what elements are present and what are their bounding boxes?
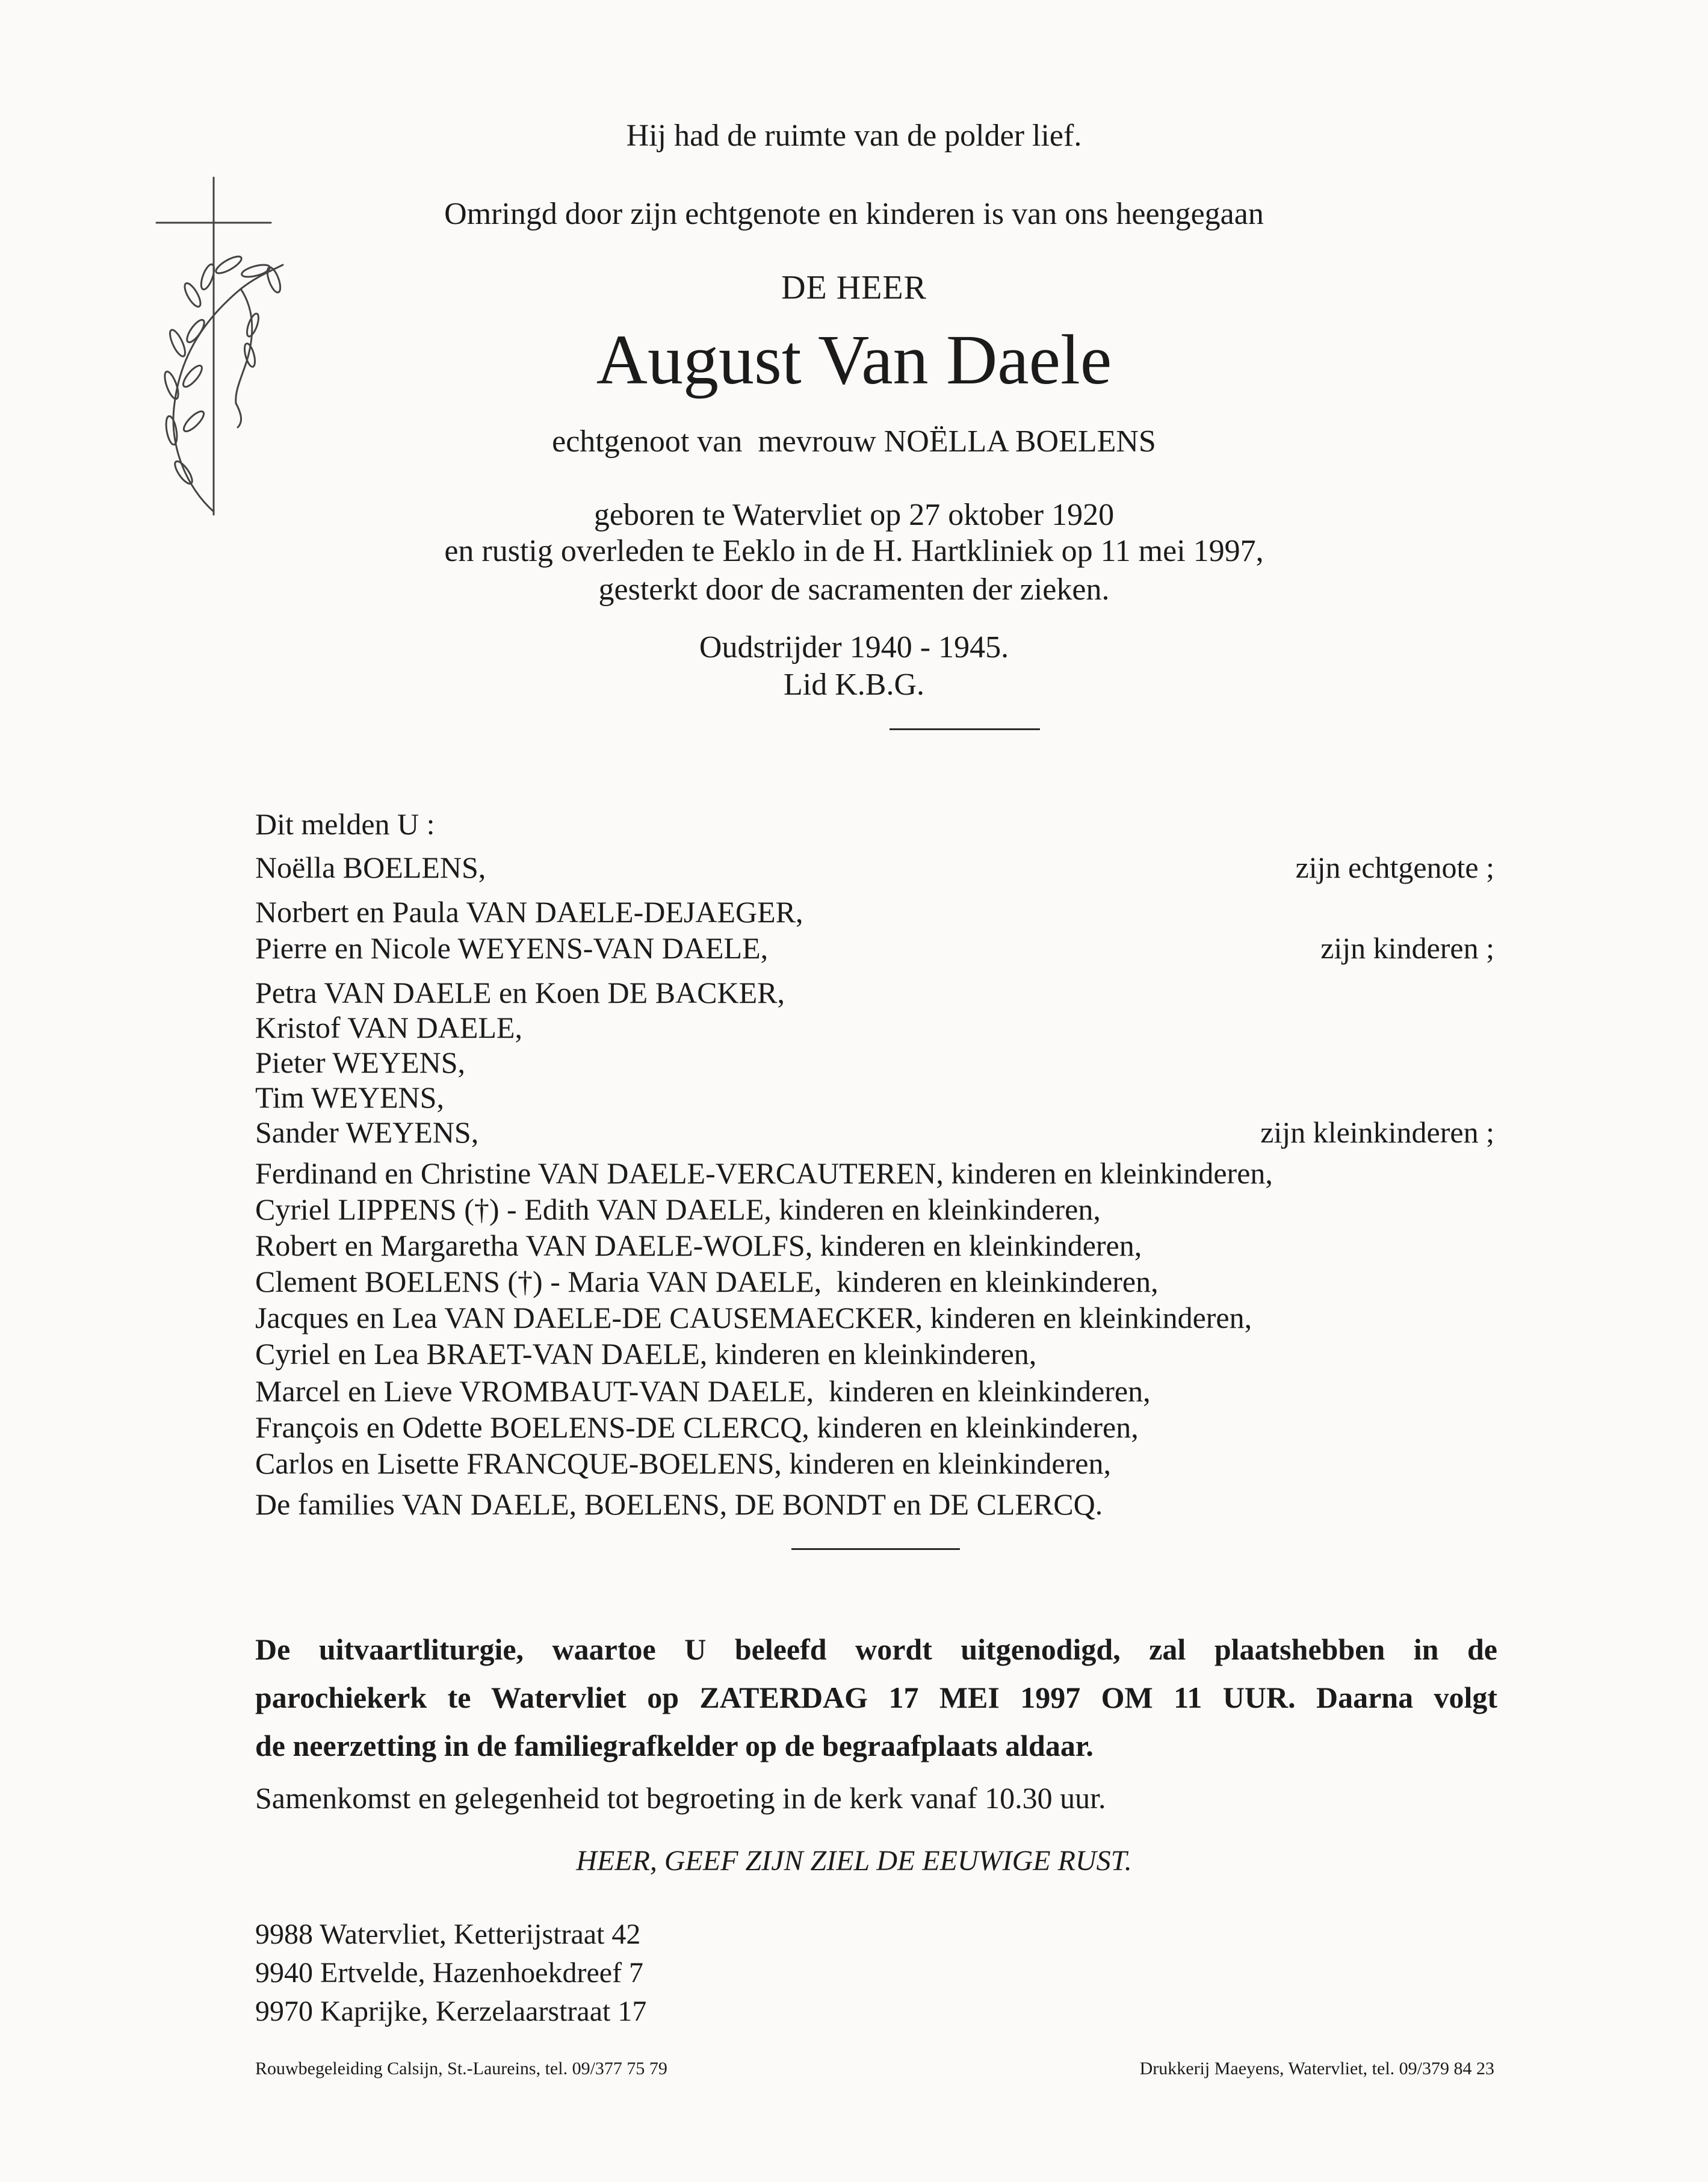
list-item: Carlos en Lisette FRANCQUE-BOELENS, kinderen en kleinkinderen, [255,1446,1111,1480]
footer-printer: Drukkerij Maeyens, Watervliet, tel. 09/379 84 23 [1139,2059,1494,2078]
list-item: Ferdinand en Christine VAN DAELE-VERCAUTEREN, kinderen en kleinkinderen, [255,1156,1273,1190]
list-item: Cyriel en Lea BRAET-VAN DAELE, kinderen en kleinkinderen, [255,1337,1037,1371]
address-line: 9940 Ertvelde, Hazenhoekdreef 7 [255,1957,644,1989]
list-item: Clement BOELENS (†) - Maria VAN DAELE, kinderen en kleinkinderen, [255,1265,1159,1298]
veteran-line: Oudstrijder 1940 - 1945. [699,630,1009,665]
list-item: Cyriel LIPPENS (†) - Edith VAN DAELE, kinderen en kleinkinderen, [255,1192,1101,1226]
list-item: Kristof VAN DAELE, [255,1011,522,1044]
footer-funeral-director: Rouwbegeleiding Calsijn, St.-Laureins, tel. 09/377 75 79 [255,2059,667,2078]
list-item: Petra VAN DAELE en Koen DE BACKER, [255,976,785,1009]
list-item: François en Odette BOELENS-DE CLERCQ, kinderen en kleinkinderen, [255,1410,1139,1444]
address-line: 9970 Kaprijke, Kerzelaarstraat 17 [255,1995,647,2027]
list-item: Marcel en Lieve VROMBAUT-VAN DAELE, kinderen en kleinkinderen, [255,1374,1151,1408]
deceased-name: August Van Daele [596,320,1112,399]
list-item: Norbert en Paula VAN DAELE-DEJAEGER, [255,895,803,929]
intro-line: Omringd door zijn echtgenote en kinderen is van ons heengegaan [444,197,1264,231]
announcement-lead: Dit melden U : [255,807,435,841]
gathering-line: Samenkomst en gelegenheid tot begroeting in de kerk vanaf 10.30 uur. [255,1781,1106,1815]
funeral-paragraph [255,1625,1497,1770]
membership-line: Lid K.B.G. [784,668,924,702]
list-item: Pierre en Nicole WEYENS-VAN DAELE, [255,931,769,965]
list-item: Noëlla BOELENS, [255,851,486,884]
honorific-title: DE HEER [781,269,927,306]
list-item: Jacques en Lea VAN DAELE-DE CAUSEMAECKER, kinderen en kleinkinderen, [255,1301,1252,1334]
sacraments-line: gesterkt door de sacramenten der zieken. [598,572,1110,607]
list-item: Robert en Margaretha VAN DAELE-WOLFS, kinderen en kleinkinderen, [255,1229,1142,1262]
relation-spouse: zijn echtgenote ; [1295,851,1494,884]
birth-line: geboren te Watervliet op 27 oktober 1920 [593,498,1115,532]
list-item: Pieter WEYENS, [255,1046,466,1079]
funeral-line: De uitvaartliturgie, waartoe U beleefd wordt uitgenodigd, zal plaatshebben in de [255,1632,1497,1666]
funeral-line: de neerzetting in de familiegrafkelder op de begraafplaats aldaar. [255,1729,1094,1762]
divider-rule-top [890,728,1040,730]
spouse-line: echtgenoot van mevrouw NOËLLA BOELENS [552,424,1156,459]
funeral-line: parochiekerk te Watervliet op ZATERDAG 17 MEI 1997 OM 11 UUR. Daarna volgt [255,1681,1497,1714]
list-item: Tim WEYENS, [255,1080,444,1114]
divider-rule-bottom [791,1548,960,1550]
list-item: De families VAN DAELE, BOELENS, DE BONDT en DE CLERCQ. [255,1487,1103,1521]
list-item: Sander WEYENS, [255,1115,479,1149]
relation-grandchildren: zijn kleinkinderen ; [1260,1115,1494,1149]
prayer-line: HEER, GEEF ZIJN ZIEL DE EEUWIGE RUST. [576,1845,1132,1877]
death-line: en rustig overleden te Eeklo in de H. Hartkliniek op 11 mei 1997, [444,534,1264,568]
motto-line: Hij had de ruimte van de polder lief. [626,119,1082,153]
address-line: 9988 Watervliet, Ketterijstraat 42 [255,1918,641,1950]
relation-children: zijn kinderen ; [1320,931,1494,965]
